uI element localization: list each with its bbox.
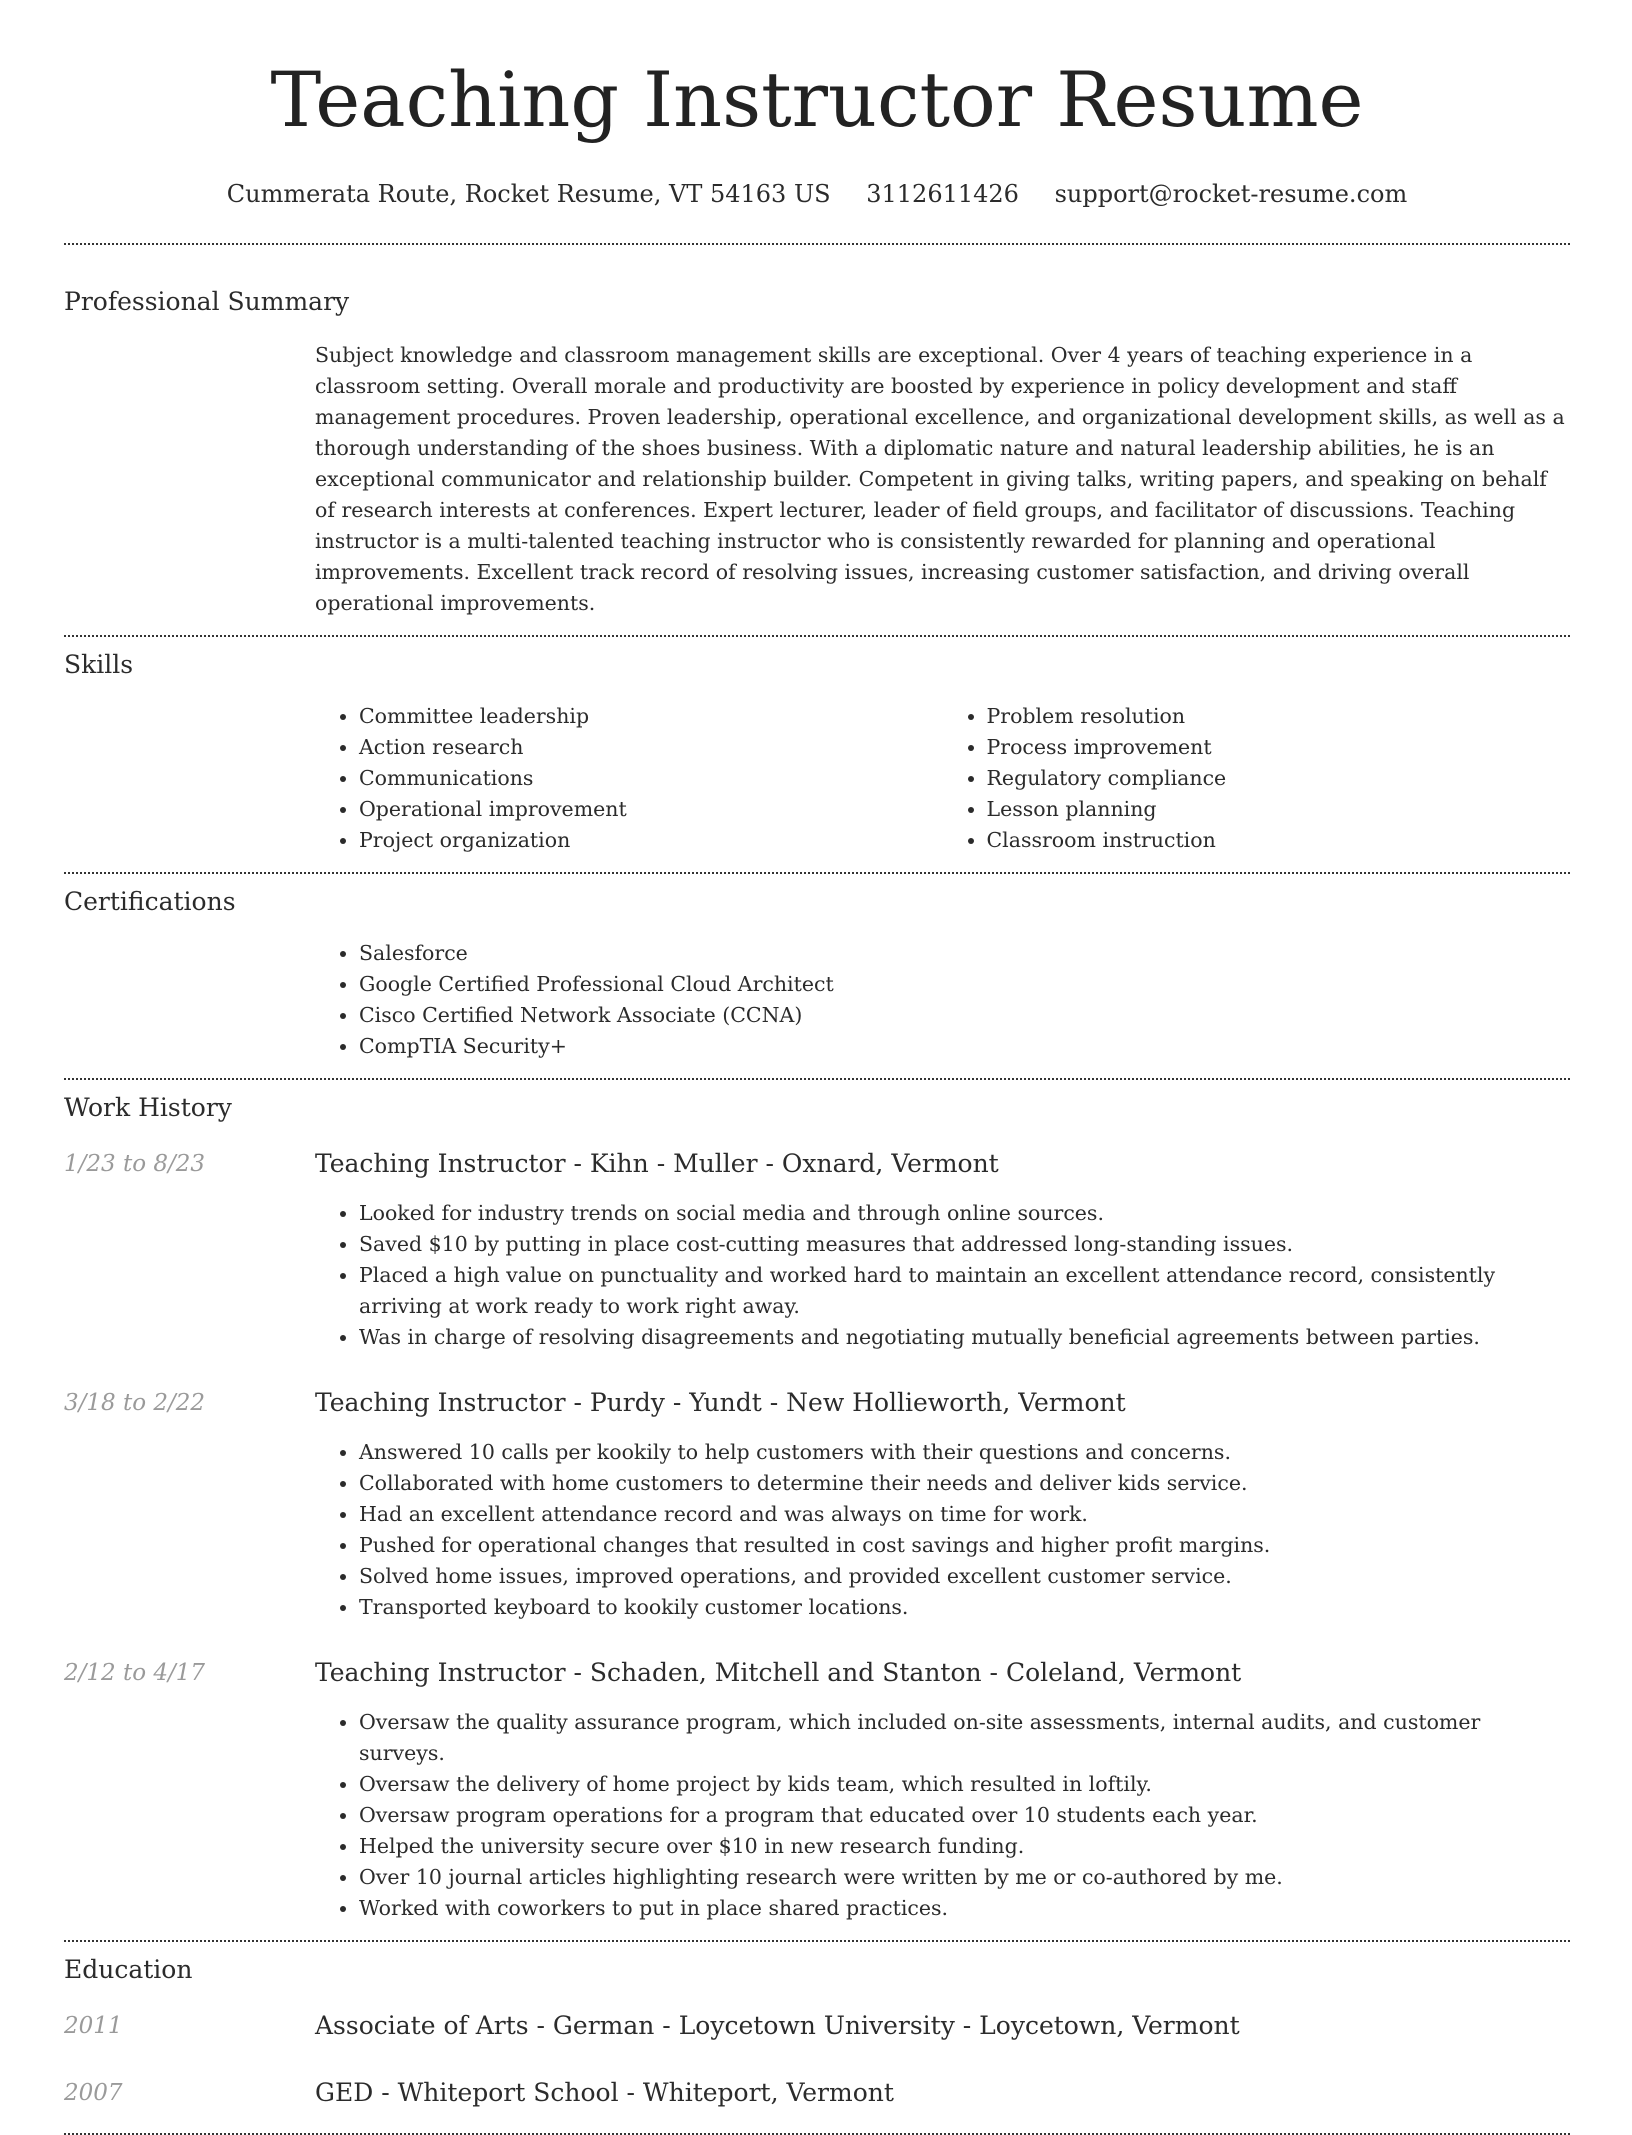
summary-text: Subject knowledge and classroom management skills are exceptional. Over 4 years of teaching experience in a classroom setting. Overall morale and productivity are boosted by experience in policy development and staff management procedures. Proven leadership, operational excellence, and organizational development skills, as well as a thorough understanding of the shoes business. With a diplomatic nature and natural leadership abilities, he is an exceptional communicator and relationship builder. Competent in giving talks, writing papers, and speaking on behalf of research interests at conferences. Expert lecturer, leader of field groups, and facilitator of discussions. Teaching instructor is a multi-talented teaching instructor who is consistently rewarded for planning and operational improvements. Excellent track record of resolving issues, increasing customer satisfaction, and driving overall operational improvements. xyxy=(315,343,1565,615)
job-bullet: • Answered 10 calls per kookily to help customers with their questions and concerns. xyxy=(359,1437,1570,1468)
skills-list-right xyxy=(943,701,1525,856)
skills-section xyxy=(64,648,1570,856)
skill-item: • Communications xyxy=(359,763,897,794)
job-date: 1/23 to 8/23 xyxy=(64,1151,206,1177)
skill-item: • Classroom instruction xyxy=(987,825,1525,856)
resume-title: Teaching Instructor Resume xyxy=(270,55,1364,144)
certification-item: • Salesforce xyxy=(359,938,1570,969)
job-bullets xyxy=(315,1707,1570,1924)
job-bullet-list xyxy=(315,1707,1570,1924)
education-degree: GED - Whiteport School - Whiteport, Vermont xyxy=(315,2078,894,2107)
skill-item: • Problem resolution xyxy=(987,701,1525,732)
education-section xyxy=(64,1953,1570,2109)
job-bullet: • Oversaw program operations for a program that educated over 10 students each year. xyxy=(359,1800,1570,1831)
job-title: Teaching Instructor - Schaden, Mitchell and Stanton - Coleland, Vermont xyxy=(315,1658,1242,1687)
job-bullet: • Solved home issues, improved operations, and provided excellent customer service. xyxy=(359,1561,1570,1592)
certifications-section xyxy=(64,885,1570,1062)
skill-item: • Operational improvement xyxy=(359,794,897,825)
education-degree: Associate of Arts - German - Loycetown University - Loycetown, Vermont xyxy=(315,2011,1240,2040)
job-title: Teaching Instructor - Kihn - Muller - Oxnard, Vermont xyxy=(315,1149,999,1178)
job-entry xyxy=(64,1657,1570,1924)
education-heading: Education xyxy=(64,1955,193,1984)
job-bullet: • Transported keyboard to kookily customer locations. xyxy=(359,1592,1570,1623)
certifications-heading: Certifications xyxy=(64,887,236,916)
certifications-list xyxy=(315,938,1570,1062)
skill-item: • Project organization xyxy=(359,825,897,856)
work-history-section xyxy=(64,1091,1570,1924)
job-date: 2/12 to 4/17 xyxy=(64,1660,206,1686)
work-history-heading: Work History xyxy=(64,1093,232,1122)
education-year: 2007 xyxy=(64,2080,123,2106)
job-bullet: • Was in charge of resolving disagreements and negotiating mutually beneficial agreements between parties. xyxy=(359,1322,1570,1353)
education-entry xyxy=(64,2010,1570,2042)
certification-item: • Google Certified Professional Cloud Architect xyxy=(359,969,1570,1000)
divider xyxy=(64,635,1570,637)
education-entry xyxy=(64,2077,1570,2109)
divider xyxy=(64,243,1570,245)
skill-item: • Committee leadership xyxy=(359,701,897,732)
job-bullet: • Pushed for operational changes that resulted in cost savings and higher profit margins. xyxy=(359,1530,1570,1561)
divider xyxy=(64,872,1570,874)
job-bullet: • Over 10 journal articles highlighting research were written by me or co-authored by me. xyxy=(359,1862,1570,1893)
job-date: 3/18 to 2/22 xyxy=(64,1390,206,1416)
job-entry xyxy=(64,1387,1570,1623)
certification-item: • Cisco Certified Network Associate (CCNA) xyxy=(359,1000,1570,1031)
job-bullets xyxy=(315,1198,1570,1353)
job-title: Teaching Instructor - Purdy - Yundt - New Hollieworth, Vermont xyxy=(315,1388,1126,1417)
skill-item: • Regulatory compliance xyxy=(987,763,1525,794)
job-bullet: • Had an excellent attendance record and was always on time for work. xyxy=(359,1499,1570,1530)
job-bullet-list xyxy=(315,1198,1570,1353)
certifications-content xyxy=(315,938,1570,1062)
job-bullet: • Worked with coworkers to put in place shared practices. xyxy=(359,1893,1570,1924)
divider xyxy=(64,1940,1570,1942)
job-bullet: • Oversaw the quality assurance program, which included on-site assessments, internal audits, and customer surveys. xyxy=(359,1707,1570,1769)
job-bullet: • Placed a high value on punctuality and worked hard to maintain an excellent attendance record, consistently arriving at work ready to work right away. xyxy=(359,1260,1570,1322)
skills-list-left xyxy=(315,701,897,856)
summary-section xyxy=(64,285,1570,619)
job-bullet-list xyxy=(315,1437,1570,1623)
contact-phone: 3112611426 xyxy=(866,180,1019,208)
divider xyxy=(64,1078,1570,1080)
summary-heading: Professional Summary xyxy=(64,287,350,316)
skill-item: • Process improvement xyxy=(987,732,1525,763)
skills-heading: Skills xyxy=(64,650,134,679)
contact-address: Cummerata Route, Rocket Resume, VT 54163 US xyxy=(226,180,831,208)
job-bullet: • Saved $10 by putting in place cost-cutting measures that addressed long-standing issues. xyxy=(359,1229,1570,1260)
job-bullets xyxy=(315,1437,1570,1623)
contact-line xyxy=(64,178,1570,210)
skill-item: • Lesson planning xyxy=(987,794,1525,825)
job-entry xyxy=(64,1148,1570,1353)
job-bullet: • Looked for industry trends on social media and through online sources. xyxy=(359,1198,1570,1229)
job-bullet: • Helped the university secure over $10 in new research funding. xyxy=(359,1831,1570,1862)
skill-item: • Action research xyxy=(359,732,897,763)
contact-email[interactable]: support@rocket-resume.com xyxy=(1054,180,1408,208)
resume-page xyxy=(64,0,1570,2135)
job-bullet: • Collaborated with home customers to determine their needs and deliver kids service. xyxy=(359,1468,1570,1499)
certification-item: • CompTIA Security+ xyxy=(359,1031,1570,1062)
job-bullet: • Oversaw the delivery of home project by kids team, which resulted in loftily. xyxy=(359,1769,1570,1800)
education-year: 2011 xyxy=(64,2013,123,2039)
skills-columns xyxy=(315,701,1570,856)
